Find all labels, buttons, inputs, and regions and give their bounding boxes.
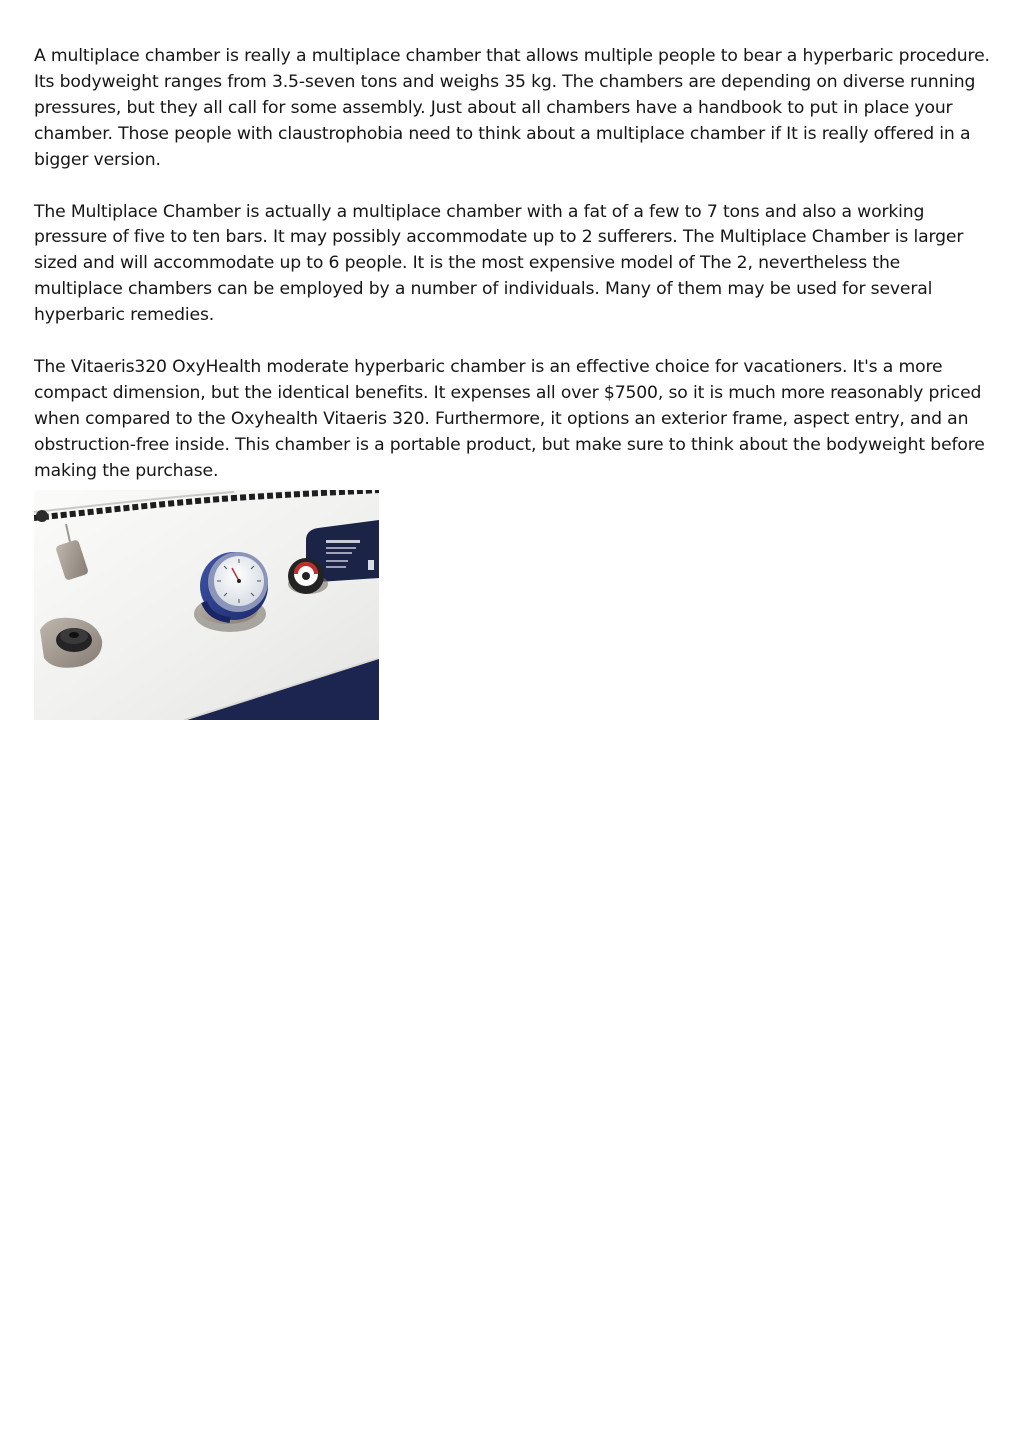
article-body (34, 44, 994, 511)
paragraph-1: A multiplace chamber is really a multiplace chamber that allows multiple people to bear a hyperbaric procedure. Its bodyweight ranges from 3.5-seven tons and weighs 35 kg. The chambers are depending on diverse running pressures, but they all call for some assembly. Just about all chambers have a handbook to put in place your chamber. Those people with claustrophobia need to think about a multiplace chamber if It is really offered in a bigger version. (34, 46, 990, 170)
paragraph-2: The Multiplace Chamber is actually a multiplace chamber with a fat of a few to 7 tons and also a working pressure of five to ten bars. It may possibly accommodate up to 2 sufferers. The Multiplace Chamber is larger sized and will accommodate up to 6 people. It is the most expensive model of The 2, nevertheless the multiplace chambers can be employed by a number of individuals. Many of them may be used for several hyperbaric remedies. (34, 201, 964, 326)
paragraph-3: The Vitaeris320 OxyHealth moderate hyperbaric chamber is an effective choice for vacationers. It's a more compact dimension, but the identical benefits. It expenses all over $7500, so it is much more reasonably priced when compared to the Oxyhealth Vitaeris 320. Furthermore, it options an exterior frame, aspect entry, and an obstruction-free inside. This chamber is a portable product, but make sure to think about the bodyweight before making the purchase. (34, 357, 985, 481)
chamber-gauge-photo (34, 490, 379, 720)
